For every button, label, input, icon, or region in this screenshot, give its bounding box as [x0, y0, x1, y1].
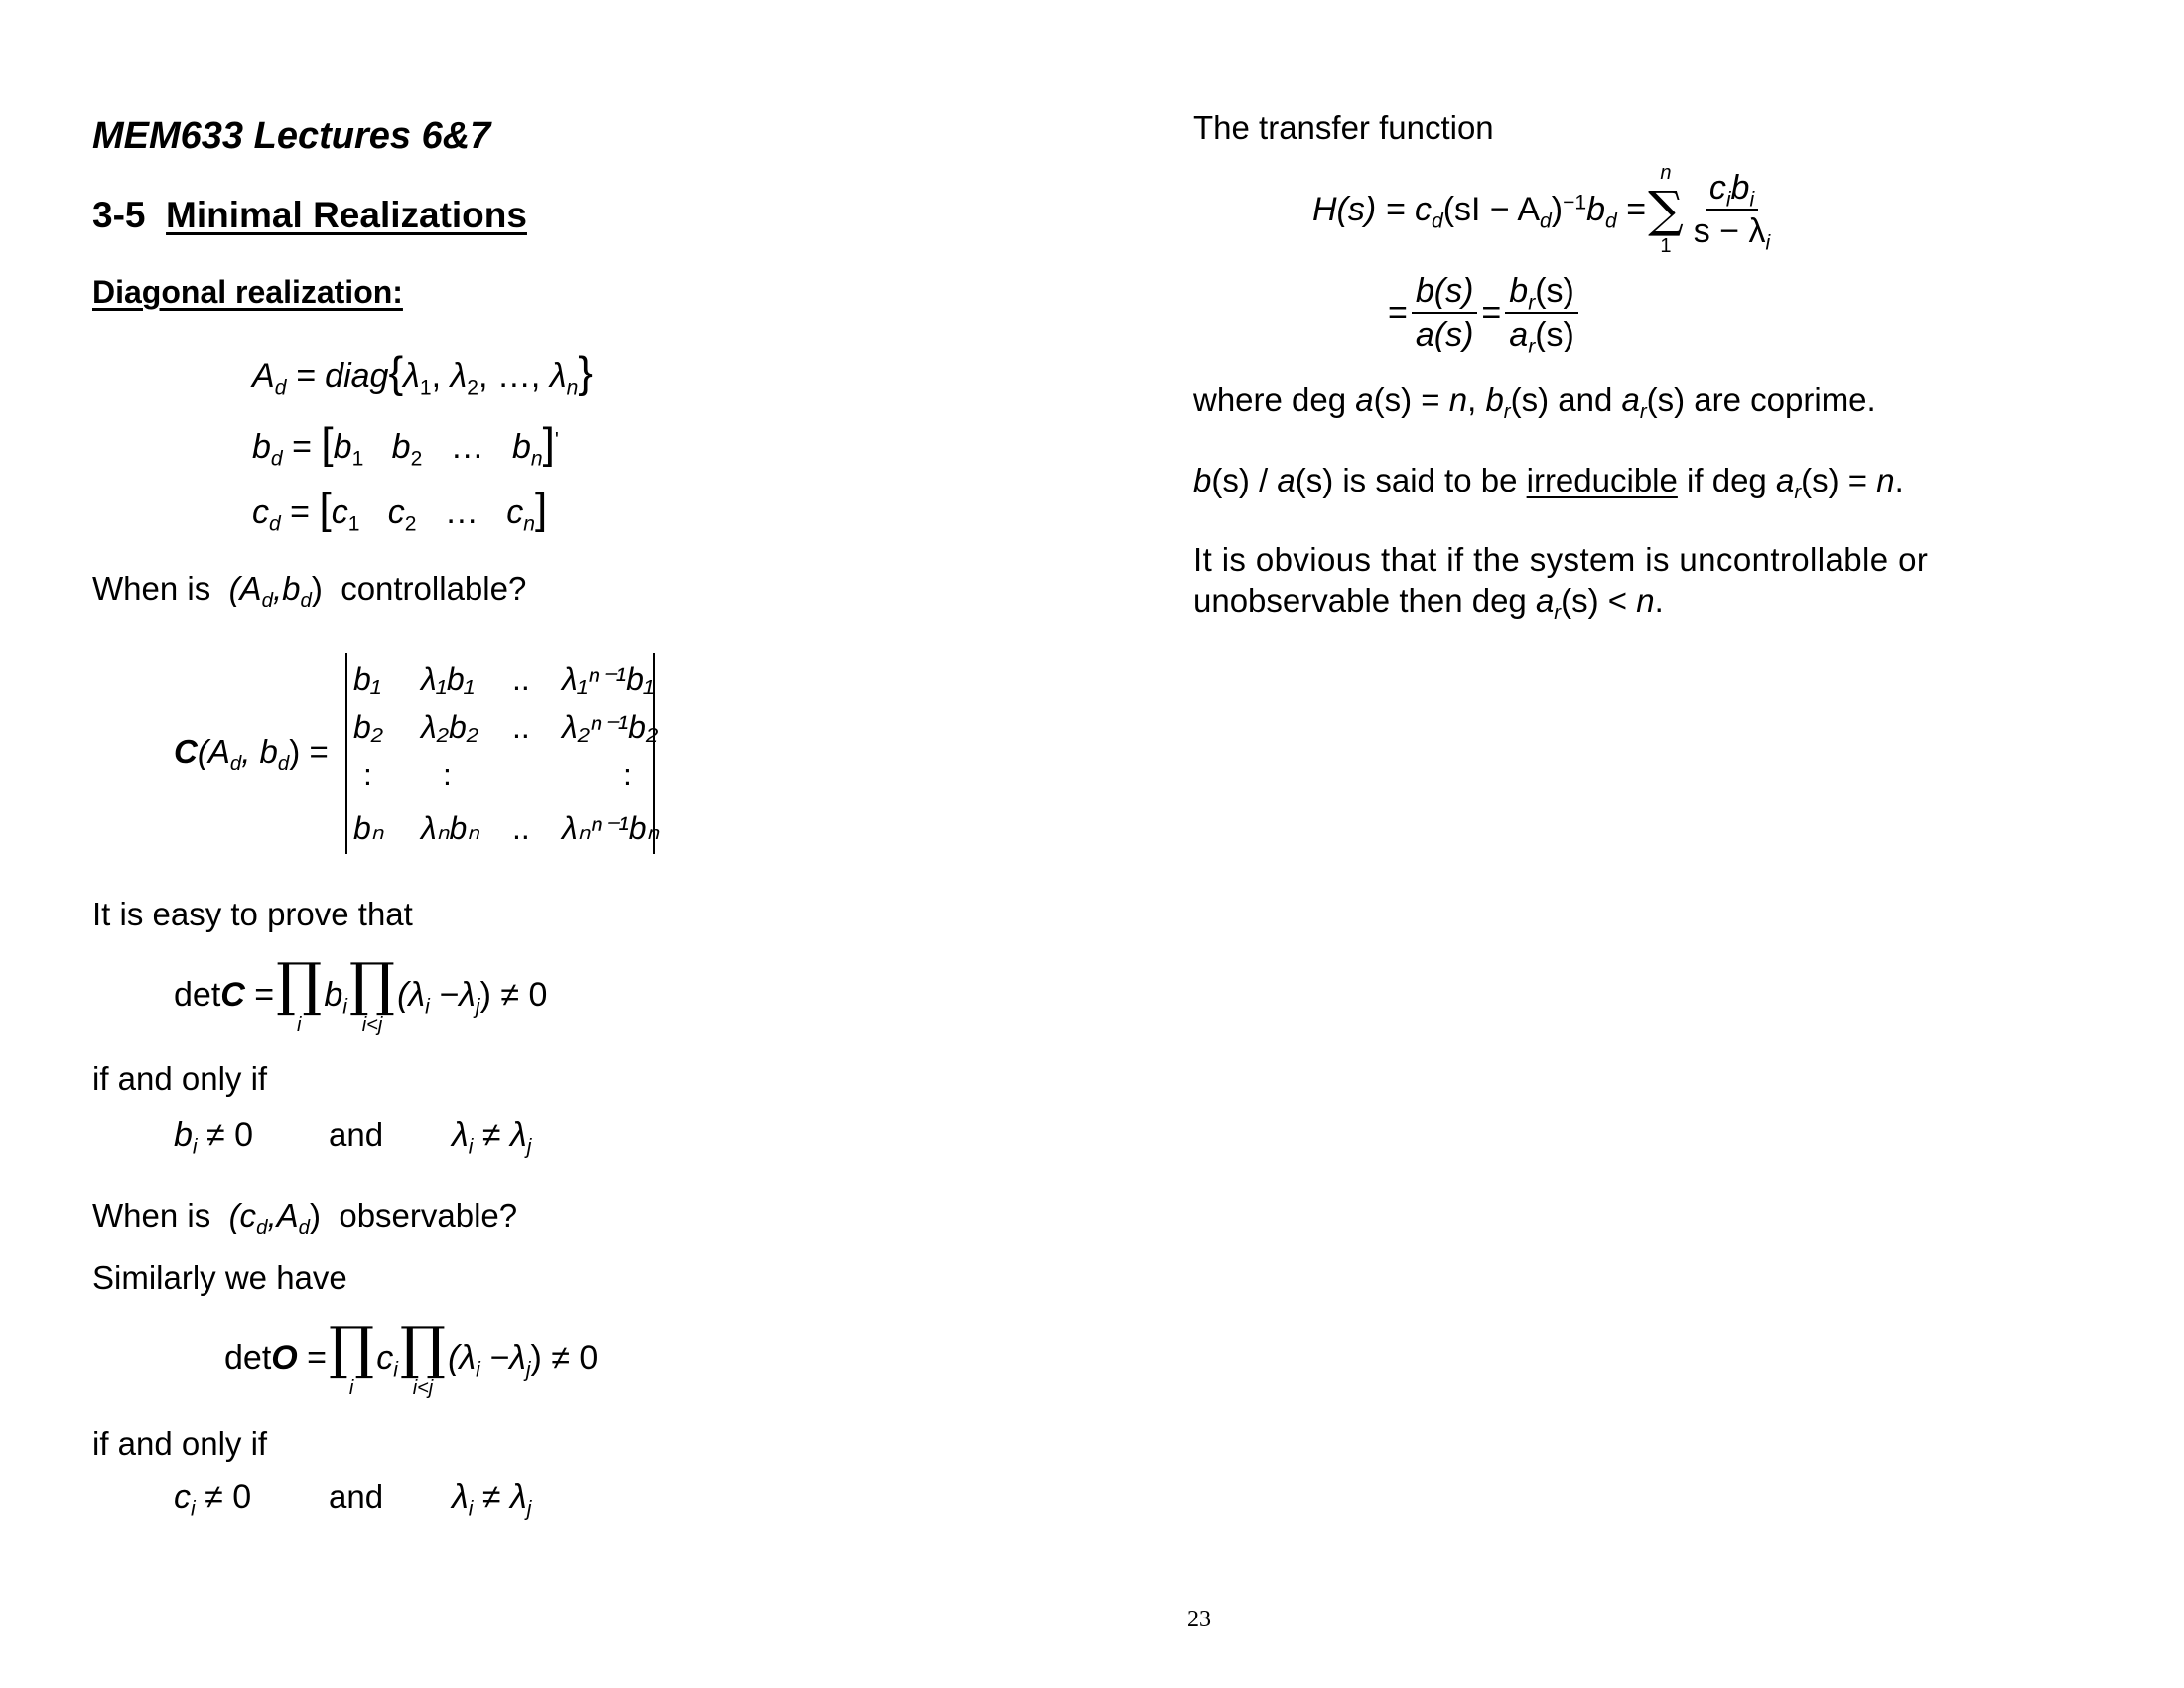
equation-detC: det C = ∏ i $b_i$ ∏ i<j $(\lambda_i -\lambda_j) \ne 0$	[174, 950, 548, 1036]
matrix-cell: ..	[512, 661, 530, 697]
text-and-2: and	[329, 1478, 384, 1515]
term-irreducible: irreducible	[1526, 462, 1678, 498]
text-similarly: Similarly we have	[92, 1259, 347, 1296]
matrix-cell: ..	[512, 709, 530, 745]
condition-distinct-2: $\lambda_i \ne \lambda_j$	[452, 1478, 532, 1521]
text-and-1: and	[329, 1116, 384, 1153]
question-controllable: When is $(A_d,b_d)$ controllable?	[92, 570, 527, 613]
text-where-coprime: where deg a(s) = n, $b_r(s)$ and $a_r(s)$ are coprime.	[1193, 381, 1876, 424]
equation-Ad: $A_d$ = $diag\{\lambda_1$, $\lambda_2$, …, $\lambda_n$}	[252, 349, 593, 400]
matrix-cell: λₙbₙ	[421, 810, 480, 846]
matrix-cell: ..	[512, 810, 530, 846]
equation-transfer-function: $H(s) = c_d(sI - A_d)^{-1}b_d$ = n ∑ 1 $\frac{c_ib_i}{s - \lambda_i}$	[1312, 162, 1771, 257]
matrix-cell: λ₁b₁	[421, 661, 475, 697]
matrix-cell: λ₁ⁿ⁻¹b₁	[562, 661, 654, 697]
text-irreducible: b(s) / a(s) is said to be irreducible if deg $a_r(s) = n$.	[1193, 462, 1904, 504]
equation-cd: $c_d = [c_1$ $c_2$ … $c_n$]	[252, 485, 548, 536]
equation-bd: $b_d = [b_1$ $b_2$ … $b_n]'$	[252, 419, 559, 471]
controllability-matrix-label: $C(A_d$, $b_d$) =	[174, 733, 329, 775]
text-transfer-intro: The transfer function	[1193, 109, 1494, 146]
matrix-cell: λ₂b₂	[421, 709, 478, 745]
subsection-heading: Diagonal realization:	[92, 274, 403, 310]
question-observable: When is $(c_d,A_d)$ observable?	[92, 1197, 518, 1240]
matrix-cell: :	[443, 757, 452, 792]
matrix-cell: bₙ	[353, 810, 384, 846]
text-iff-1: if and only if	[92, 1060, 268, 1097]
page-number: 23	[1187, 1607, 1211, 1632]
matrix-cell: b₂	[353, 709, 383, 745]
lecture-title: MEM633 Lectures 6&7	[92, 115, 491, 157]
condition-observable: $c_i \ne 0$	[174, 1478, 252, 1521]
matrix-cell: λₙⁿ⁻¹bₙ	[562, 810, 660, 846]
condition-distinct-1: $\lambda_i \ne \lambda_j$	[452, 1116, 532, 1159]
matrix-cell: λ₂ⁿ⁻¹b₂	[562, 709, 659, 745]
condition-controllable: $b_i \ne 0$	[174, 1116, 254, 1159]
text-obvious-line-2: unobservable then deg $a_r(s) < n$.	[1193, 582, 1664, 625]
text-easy-prove: It is easy to prove that	[92, 896, 413, 932]
section-heading	[92, 197, 527, 233]
matrix-cell: :	[363, 757, 372, 792]
equation-rational-form: = $\frac{b(s)}{a(s)}$ = $\frac{b_r(s)}{a_r(s)}$	[1388, 274, 1582, 352]
section-title: Minimal Realizations	[166, 195, 527, 235]
matrix-cell: b₁	[353, 661, 381, 697]
matrix-cell: :	[623, 757, 632, 792]
text-iff-2: if and only if	[92, 1425, 268, 1462]
text-obvious-line-1: It is obvious that if the system is uncontrollable or	[1193, 541, 1929, 578]
controllability-matrix	[345, 653, 660, 854]
equation-detO: det O = ∏ i $c_i$ ∏ i<j $(\lambda_i -\lambda_j) \ne 0$	[224, 1314, 599, 1399]
section-number: 3-5	[92, 195, 146, 235]
